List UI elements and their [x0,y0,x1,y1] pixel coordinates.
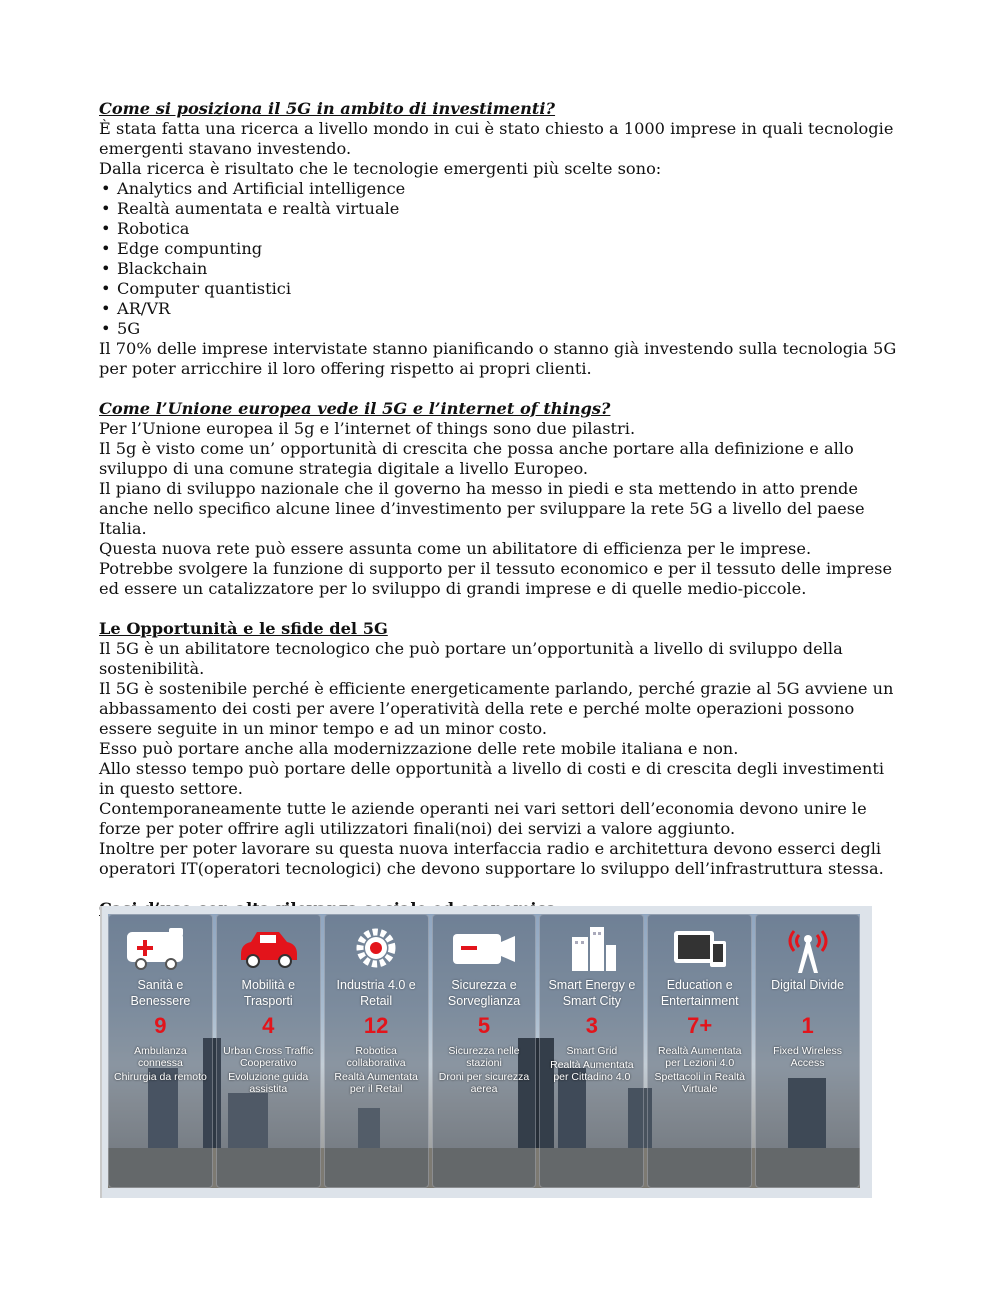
use-case-count: 4 [262,1013,275,1038]
category-panels [108,914,860,1188]
document-body [99,99,899,919]
buildings-icon [540,919,643,977]
section-heading: Come l’Unione europea vede il 5G e l’internet of things? [99,399,611,418]
technology-list [99,179,899,339]
list-item: • AR/VR [99,299,899,319]
list-item: • Blackchain [99,259,899,279]
use-case-list [433,1045,536,1095]
use-case-item: Droni per sicurezza aerea [438,1071,530,1095]
category-panel [324,914,429,1188]
list-item: • Realtà aumentata e realtà virtuale [99,199,899,219]
infographic-canvas [108,914,860,1188]
use-case-count: 3 [585,1013,598,1038]
paragraph: Allo stesso tempo può portare delle opportunità a livello di costi e di crescita degli investimenti in questo settore. [99,759,885,798]
paragraph: Il 5g è visto come un’ opportunità di crescita che possa anche portare alla definizione e allo sviluppo di una comune strategia digitale a livello Europeo. [99,439,854,478]
gear-icon [325,919,428,977]
use-case-item: Realtà Aumentata per il Retail [334,1071,418,1095]
use-case-list [540,1045,643,1083]
use-case-item: Urban Cross Traffic Cooperativo [223,1045,314,1069]
panel-title: Sicurezza e Sorveglianza [447,978,521,1008]
category-panel [108,914,213,1188]
paragraph: Dalla ricerca è risultato che le tecnologie emergenti più scelte sono: [99,159,662,178]
paragraph: Esso può portare anche alla modernizzazione delle rete mobile italiana e non. [99,739,739,758]
list-item: • Robotica [99,219,899,239]
panel-title: Smart Energy e Smart City [548,978,636,1008]
use-case-list [109,1045,212,1083]
paragraph: Il piano di sviluppo nazionale che il governo ha messo in piedi e sta mettendo in atto prende anche nello specifico alcune linee d’investimento per sviluppare la rete 5G a livello del paese Italia. [99,479,865,538]
use-case-list [756,1045,859,1069]
paragraph: Per l’Unione europea il 5g e l’internet of things sono due pilastri. [99,419,636,438]
use-case-count: 5 [477,1013,491,1038]
section-heading: Come si posiziona il 5G in ambito di investimenti? [99,99,556,118]
use-case-item: Smart Grid [566,1045,618,1057]
use-case-list [325,1045,428,1095]
use-case-item: Realtà Aumentata per Lezioni 4.0 [657,1045,742,1069]
list-item: • 5G [99,319,899,339]
paragraph: Contemporaneamente tutte le aziende operanti nei vari settori dell’economia devono unire le forze per poter offrire agli utilizzatori finali(noi) dei servizi a valore aggiunto. [99,799,867,838]
section-heading: Le Opportunità e le sfide del 5G [99,619,388,638]
category-panel [539,914,644,1188]
use-case-item: Ambulanza connessa [134,1045,187,1069]
paragraph: Il 5G è sostenibile perché è efficiente energeticamente parlando, perché grazie al 5G avviene un abbassamento dei costi per avere l’operatività della rete e perché molte operazioni possono essere seguite in un minor tempo e ad un minor costo. [99,679,894,738]
category-panel [755,914,860,1188]
category-panel [432,914,537,1188]
ambulance-icon [109,919,212,977]
use-case-count: 12 [363,1013,389,1038]
use-case-count: 1 [801,1013,814,1038]
panel-title: Education e Entertainment [660,978,739,1008]
use-case-count: 9 [154,1013,167,1038]
use-case-count: 7+ [687,1013,713,1038]
paragraph: Il 5G è un abilitatore tecnologico che può portare un’opportunità a livello di sviluppo della sostenibilità. [99,639,843,678]
panel-title: Sanità e Benessere [130,978,191,1008]
antenna-icon [756,919,859,977]
devices-icon [648,919,751,977]
car-icon [217,919,320,977]
use-case-list [648,1045,751,1095]
use-cases-infographic [100,906,872,1198]
paragraph: Il 70% delle imprese intervistate stanno pianificando o stanno già investendo sulla tecnologia 5G per poter arricchire il loro offering rispetto ai propri clienti. [99,339,897,378]
use-case-list [217,1045,320,1095]
list-item: • Computer quantistici [99,279,899,299]
use-case-item: Robotica collaborativa [346,1045,406,1069]
panel-title: Digital Divide [771,978,845,992]
paragraph: È stata fatta una ricerca a livello mondo in cui è stato chiesto a 1000 imprese in quali tecnologie emergenti stavano investendo. [99,119,894,158]
category-panel [216,914,321,1188]
use-case-item: Chirurgia da remoto [114,1071,207,1083]
use-case-item: Evoluzione guida assistita [228,1071,309,1095]
paragraph: Potrebbe svolgere la funzione di supporto per il tessuto economico e per il tessuto delle imprese ed essere un catalizzatore per lo sviluppo di grandi imprese e di quelle medio-piccole. [99,559,893,598]
use-case-item: Sicurezza nelle stazioni [448,1045,520,1069]
panel-title: Industria 4.0 e Retail [336,978,416,1008]
paragraph: Questa nuova rete può essere assunta come un abilitatore di efficienza per le imprese. [99,539,812,558]
list-item: • Edge compunting [99,239,899,259]
camera-icon [433,919,536,977]
use-case-item: Spettacoli in Realtà Virtuale [654,1071,745,1095]
use-case-item: Fixed Wireless Access [773,1045,843,1069]
paragraph: Inoltre per poter lavorare su questa nuova interfaccia radio e architettura devono esserci degli operatori IT(operatori tecnologici) che devono supportare lo sviluppo dell’infrastruttura stessa. [99,839,884,878]
category-panel [647,914,752,1188]
panel-title: Mobilità e Trasporti [241,978,296,1008]
use-case-item: Realtà Aumentata per Cittadino 4.0 [550,1059,634,1083]
list-item: • Analytics and Artificial intelligence [99,179,899,199]
